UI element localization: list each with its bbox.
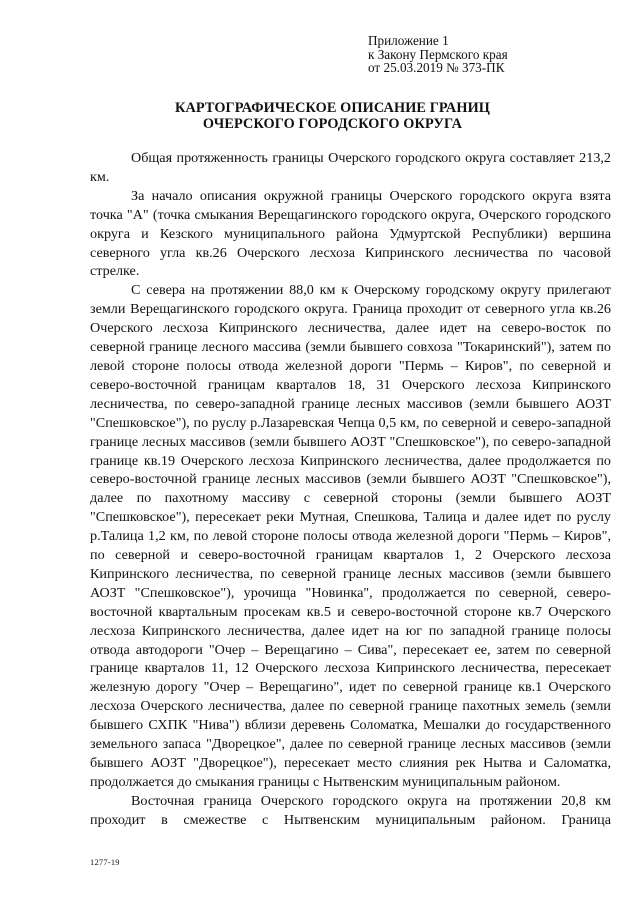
appendix-date-line: от 25.03.2019 № 373-ПК <box>368 60 505 75</box>
paragraph-starting-point: За начало описания окружной границы Очерского городского округа взята точка "А" (точка смыкания Верещагинского городского округа, Очерского городского округа и Кезского муниципального района Удмуртской Республики) вершина северного угла кв.26 Очерского лесхоза Кипринского лесничества по часовой стрелке. <box>90 187 611 280</box>
appendix-law-line: к Закону Пермского края <box>368 46 508 62</box>
appendix-note <box>368 34 618 75</box>
paragraph-north-boundary: С севера на протяжении 88,0 км к Очерскому городскому округу прилегают земли Верещагинского городского округа. Граница проходит от северного угла кв.26 Очерского лесхоза Кипринского лесничества, далее идет на северо-восток по северной границе лесного массива (земли бывшего совхоза "Токаринский"), затем по левой стороне полосы отвода железной дороги "Пермь – Киров", по северной и северо-восточной границам кварталов 18, 31 Очерского лесхоза Кипринского лесничества, по северо-западной границе лесных массивов (земли бывшего АОЗТ "Спешковское"), по руслу р.Лазаревская Чепца 0,5 км, по северной и северо-западной границе лесных массивов (земли бывшего АОЗТ "Спешковское"), по северо-западной границе кв.19 Очерского лесхоза Кипринского лесничества, далее продолжается по северо-восточной границе лесных массивов (земли бывшего АОЗТ "Спешковское"), далее по пахотному массиву с северной стороны (земли бывшего АОЗТ "Спешковское"), пересекает реки Мутная, Спешкова, Талица и далее идет по руслу р.Талица 1,2 км, по левой стороне полосы отвода железной дороги "Пермь – Киров", по северной и северо-восточной границам кварталов 1, 2 Очерского лесхоза Кипринского лесничества, по северной границе лесных массивов (земли бывшего АОЗТ "Спешковское"), урочища "Новинка", продолжается по северной, северо-восточной квартальным просекам кв.5 и северо-восточной стороне кв.7 Очерского лесхоза Кипринского лесничества, далее идет на юг по западной границе полосы отвода автодороги "Очер – Верещагино – Сива", пересекает ее, затем по северной границе кварталов 11, 12 Очерского лесхоза Кипринского лесничества, пересекает железную дорогу "Очер – Верещагино", идет по северной границе кв.1 Очерского лесхоза Очерского лесничества, далее по северной границе пахотных земель (земли бывшего СХПК "Нива") вблизи деревень Соломатка, Мешалки до государственного земельного запаса "Дворецкое", далее по северной границе лесных массивов (земли бывшего АОЗТ "Дворецкое"), пересекает место слияния рек Нытва и Саломатка, продолжается до смыкания границы с Нытвенским муниципальным районом. <box>90 282 611 790</box>
document-body <box>90 149 611 830</box>
title-line-2: ОЧЕРСКОГО ГОРОДСКОГО ОКРУГА <box>202 116 463 132</box>
title-line-1: КАРТОГРАФИЧЕСКОЕ ОПИСАНИЕ ГРАНИЦ <box>174 100 491 116</box>
paragraph-east-boundary: Восточная граница Очерского городского округа на протяжении 20,8 км проходит в смежестве с Нытвенским муниципальным районом. Граница <box>90 792 611 828</box>
appendix-line: Приложение 1 <box>368 33 449 48</box>
paragraph-total-length: Общая протяженность границы Очерского городского округа составляет 213,2 км. <box>90 150 611 185</box>
document-title <box>80 100 585 132</box>
document-code: 1277-19 <box>90 857 120 867</box>
